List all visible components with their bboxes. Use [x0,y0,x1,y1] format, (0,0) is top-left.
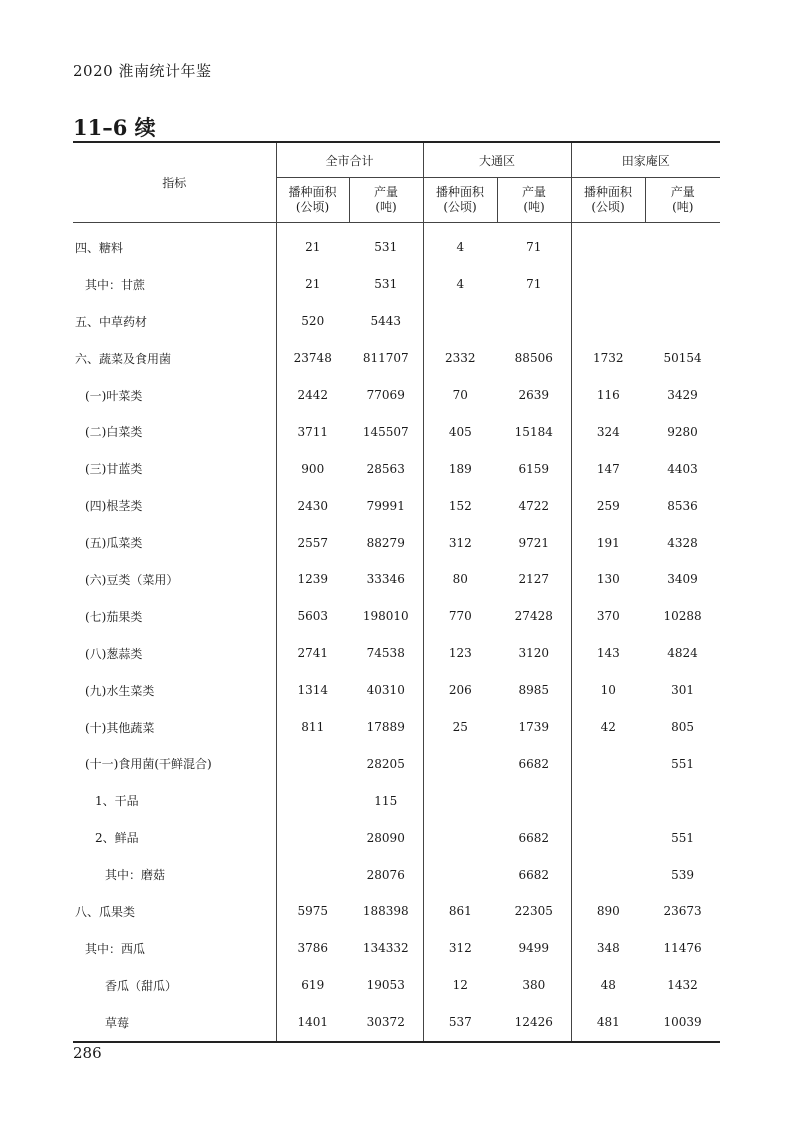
table-cell: 1401 [276,1004,349,1042]
table-cell: 6682 [518,830,550,845]
table-cell: 48 [571,967,645,1004]
table-cell: 145507 [362,424,409,439]
row-label: 四、糖料 [75,240,124,255]
row-label: 草莓 [73,1004,276,1042]
table-cell: 130 [571,561,645,598]
table-row [73,782,720,819]
table-cell: 6159 [518,461,550,476]
table-cell: 80 [423,561,497,598]
table-cell: 189 [423,450,497,487]
table-cell: 28090 [366,830,405,845]
table-cell: 259 [571,487,645,524]
row-label: 1、干品 [95,794,139,809]
table-row [73,819,720,856]
table-cell: 88506 [514,351,553,366]
table-row [73,303,720,340]
table-cell: 11476 [663,941,702,956]
table-cell: 4403 [667,461,698,476]
table-cell: 143 [571,635,645,672]
table-cell: 88279 [366,535,405,550]
table-cell: 551 [671,756,694,771]
table-cell: 1739 [518,720,550,735]
table-cell: 539 [671,867,694,882]
table-cell [571,745,645,782]
row-label: (三)甘蓝类 [85,462,143,477]
table-cell: 115 [374,793,398,808]
table-cell: 33346 [366,572,405,587]
table-cell: 71 [526,277,542,292]
table-cell: 4328 [667,535,698,550]
row-label: (一)叶菜类 [85,388,143,403]
table-cell [571,223,645,266]
table-cell: 28205 [366,756,405,771]
table-cell: 123 [423,635,497,672]
table-cell: 2639 [518,388,550,402]
table-cell: 152 [423,487,497,524]
row-label: (八)葱蒜类 [85,646,143,661]
table-cell [645,303,720,340]
table-cell: 188398 [362,904,409,919]
row-label: 香瓜（甜瓜） [105,978,178,993]
row-label: 五、中草药材 [75,314,148,329]
table-cell [571,819,645,856]
table-cell: 619 [276,967,349,1004]
table-cell: 9499 [518,941,550,956]
table-cell [276,782,349,819]
table-cell: 537 [423,1004,497,1042]
subheader-output: 产量 (吨) [349,178,423,223]
row-label: (二)白菜类 [85,425,143,440]
table-cell: 21 [276,266,349,303]
table-body [73,223,720,1042]
table-row [73,524,720,561]
subheader-area: 播种面积 (公顷) [276,178,349,223]
table-cell: 531 [374,240,398,255]
table-cell: 312 [423,524,497,561]
table-row [73,1004,720,1042]
table-cell [571,266,645,303]
table-cell: 531 [374,277,398,292]
table-cell: 8985 [518,683,550,698]
group-header-tianjiaan: 田家庵区 [571,142,720,178]
table-cell: 12 [423,967,497,1004]
table-cell: 28563 [366,461,405,476]
table-cell [645,782,720,819]
table-cell: 900 [276,450,349,487]
table-cell [571,856,645,893]
row-label: (七)茄果类 [85,609,143,624]
table-cell: 79991 [366,498,405,513]
row-label: (十一)食用菌(干鲜混合) [85,757,212,772]
table-cell: 191 [571,524,645,561]
table-row [73,340,720,377]
table-row [73,266,720,303]
table-cell: 5603 [276,598,349,635]
table-cell: 1432 [667,978,698,993]
table-cell [497,782,571,819]
table-row [73,745,720,782]
table-cell: 9280 [667,424,698,439]
subheader-output: 产量 (吨) [645,178,720,223]
table-title: 11–6 续 [73,115,156,140]
table-cell: 770 [423,598,497,635]
table-cell: 3120 [518,646,550,661]
row-label: (四)根茎类 [85,499,143,514]
table-cell: 70 [423,377,497,414]
table-cell: 324 [571,413,645,450]
table-cell: 10039 [645,1004,720,1042]
table-cell [276,745,349,782]
table-cell: 3786 [276,930,349,967]
table-cell: 206 [423,672,497,709]
table-cell [497,303,571,340]
table-cell [645,266,720,303]
table-cell: 811 [276,709,349,746]
row-label: (十)其他蔬菜 [85,720,155,735]
table-cell: 481 [571,1004,645,1042]
table-cell: 2430 [276,487,349,524]
table-cell: 301 [671,683,694,698]
table-cell: 25 [423,709,497,746]
table-cell: 8536 [667,498,698,513]
table-cell: 1314 [276,672,349,709]
table-cell: 23748 [276,340,349,377]
table-cell [423,856,497,893]
table-cell: 3711 [276,413,349,450]
table-row [73,413,720,450]
table-cell: 10288 [663,609,702,624]
table-cell: 4 [423,223,497,266]
table-cell: 348 [571,930,645,967]
table-cell: 2741 [276,635,349,672]
table-cell: 3429 [667,388,698,402]
table-row [73,377,720,414]
table-row [73,672,720,709]
table-cell: 5975 [276,893,349,930]
table-cell: 50154 [663,351,702,366]
table-cell [423,303,497,340]
table-cell [423,745,497,782]
book-title: 2020 淮南统计年鉴 [73,62,212,80]
table-cell [571,303,645,340]
subheader-output: 产量 (吨) [497,178,571,223]
table-cell: 10 [571,672,645,709]
table-cell [423,819,497,856]
table-cell [276,856,349,893]
table-cell: 40310 [366,683,405,698]
table-cell: 2442 [276,377,349,414]
row-label: 六、蔬菜及食用菌 [75,351,172,366]
table-cell: 1239 [276,561,349,598]
table-cell: 134332 [362,941,409,956]
table-cell [276,819,349,856]
table-cell: 6682 [518,867,550,882]
subheader-area: 播种面积 (公顷) [571,178,645,223]
page-number: 286 [73,1044,102,1062]
table-cell: 890 [571,893,645,930]
row-label: 八、瓜果类 [75,904,136,919]
table-row [73,893,720,930]
table-row [73,487,720,524]
indicator-header: 指标 [73,142,276,223]
table-cell: 19053 [366,978,405,993]
table-cell: 861 [423,893,497,930]
table-cell: 2332 [423,340,497,377]
table-cell: 77069 [366,388,405,402]
table-cell: 2127 [518,572,550,587]
table-row [73,598,720,635]
table-cell: 42 [571,709,645,746]
table-cell: 3409 [667,572,698,587]
table-cell: 116 [571,377,645,414]
table-cell: 15184 [514,424,553,439]
table-cell: 9721 [518,535,550,550]
table-row [73,561,720,598]
table-cell: 27428 [514,609,553,624]
table-cell: 147 [571,450,645,487]
table-cell: 30372 [349,1004,423,1042]
table-cell: 312 [423,930,497,967]
table-cell: 2557 [276,524,349,561]
table-cell: 74538 [366,646,405,661]
table-row [73,635,720,672]
table-cell: 4824 [667,646,698,661]
table-row [73,450,720,487]
row-label: (五)瓜菜类 [85,536,143,551]
table-cell: 71 [526,240,542,255]
table-cell: 380 [522,978,546,993]
table-cell [645,223,720,266]
statistics-table [73,141,720,1043]
row-label: (九)水生菜类 [85,683,155,698]
table-cell: 198010 [362,609,409,624]
table-cell: 551 [671,830,694,845]
table-row [73,930,720,967]
table-cell: 21 [276,223,349,266]
table-cell: 5443 [370,314,402,329]
row-label: 2、鲜品 [95,831,139,846]
table-cell: 520 [276,303,349,340]
table-cell: 405 [423,413,497,450]
table-cell: 28076 [366,867,405,882]
group-header-city-total: 全市合计 [276,142,423,178]
row-label: 其中：西瓜 [85,941,146,956]
table-cell: 17889 [366,720,405,735]
row-label: (六)豆类（菜用） [85,572,179,587]
table-cell: 4722 [518,498,550,513]
table-cell: 1732 [571,340,645,377]
table-cell: 22305 [514,904,553,919]
group-header-datong: 大通区 [423,142,571,178]
row-label: 其中：甘蔗 [85,277,146,292]
table-row [73,967,720,1004]
table-cell: 6682 [518,756,550,771]
table-row [73,709,720,746]
table-cell: 23673 [663,904,702,919]
table-cell [571,782,645,819]
table-cell: 805 [671,720,694,735]
table-cell: 811707 [362,351,409,366]
table-cell: 12426 [497,1004,571,1042]
row-label: 其中：磨菇 [105,868,166,883]
table-row [73,856,720,893]
table-cell: 4 [423,266,497,303]
table-cell [423,782,497,819]
subheader-area: 播种面积 (公顷) [423,178,497,223]
table-cell: 370 [571,598,645,635]
table-row [73,223,720,266]
